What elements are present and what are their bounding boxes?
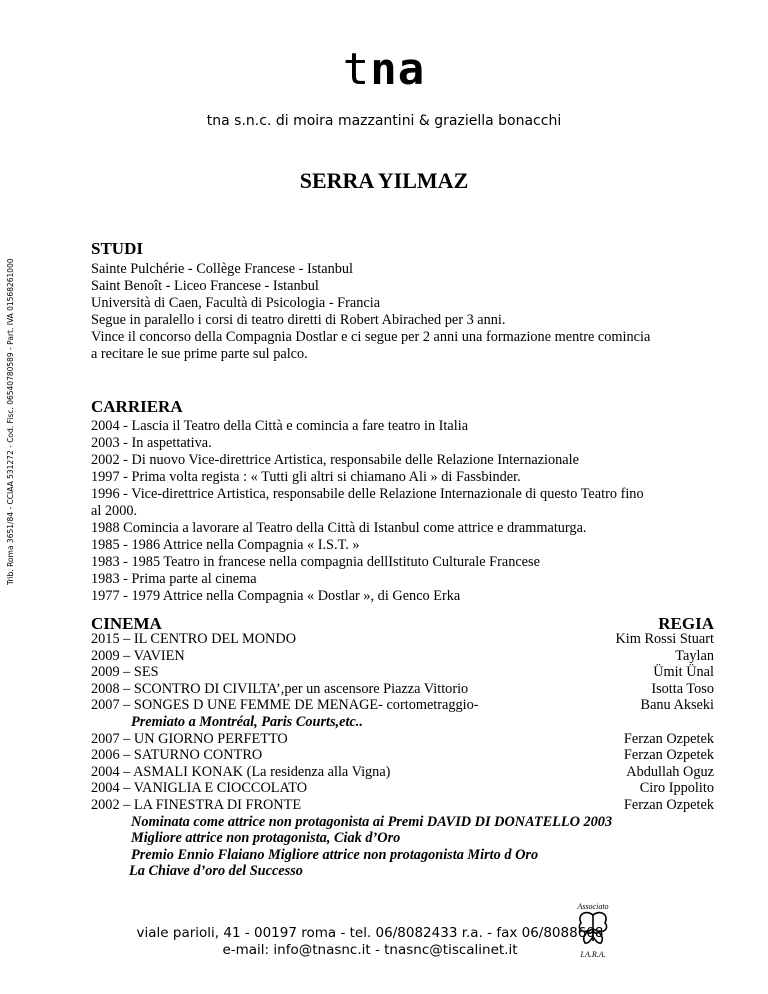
footer-email: e-mail: info@tnasnc.it - tnasnc@tiscalinet.it [222,942,518,958]
carriera-line: 1985 - 1986 Attrice nella Compagnia « I.S.T. » [91,537,360,553]
film-director: Ferzan Ozpetek [623,796,714,813]
butterfly-emblem-icon [575,911,611,945]
film-row [91,731,714,748]
film-title: 2015 – IL CENTRO DEL MONDO [91,631,297,647]
association-name: I.A.R.A. [580,950,606,959]
film-row [91,764,714,781]
film-director: Ciro Ippolito [639,780,714,797]
film-director: Ferzan Ozpetek [623,747,714,764]
film-title: 2006 – SATURNO CONTRO [91,747,263,764]
carriera-line: 1997 - Prima volta regista : « Tutti gli altri si chiamano Ali » di Fassbinder. [91,469,521,485]
film-director: Banu Akseki [640,697,714,714]
film-row [91,681,714,698]
studi-line: a recitare le sue prime parte sul palco. [91,346,308,362]
film-row [91,780,714,797]
film-director: Taylan [675,647,714,664]
carriera-line: 2002 - Di nuovo Vice-direttrice Artistica, responsabile delle Relazione Internazionale [91,452,579,468]
film-director: Abdullah Oguz [626,763,714,780]
page-title: SERRA YILMAZ [299,168,469,193]
carriera-lines [91,418,721,605]
studi-heading: STUDI [91,239,143,258]
carriera-line: 1983 - 1985 Teatro in francese nella compagnia dellIstituto Culturale Francese [91,554,540,570]
film-title: 2007 – SONGES D UNE FEMME DE MENAGE- cortometraggio- [91,697,479,714]
film-row [91,797,714,814]
film-title: 2008 – SCONTRO DI CIVILTA’,per un ascensore Piazza Vittorio [91,680,469,697]
film-title: 2004 – ASMALI KONAK (La residenza alla Vigna) [91,763,391,780]
regia-heading: REGIA [658,614,714,633]
footer-contact [130,925,610,959]
award-line: Premio Ennio Flaiano Migliore attrice non protagonista Mirto d Oro [131,846,539,863]
studi-line: Segue in paralello i corsi di teatro diretti di Robert Abirached per 3 anni. [91,312,506,328]
carriera-line: 1988 Comincia a lavorare al Teatro della Città di Istanbul come attrice e drammaturga. [91,520,587,536]
carriera-line: 2004 - Lascia il Teatro della Città e comincia a fare teatro in Italia [91,418,469,434]
filmography [91,631,714,880]
studi-line: Vince il concorso della Compagnia Dostlar e ci segue per 2 anni una formazione mentre comincia [91,329,651,345]
film-title: 2009 – VAVIEN [91,647,185,664]
film-title: 2002 – LA FINESTRA DI FRONTE [91,796,302,813]
side-registration-text: Trib. Roma 3651/84 - CCIAA 531272 - Cod. Fisc. 06540780589 - Part. IVA 01568261000 [6,258,15,585]
studi-lines [91,261,721,363]
company-name: tna s.n.c. di moira mazzantini & graziella bonacchi [206,113,562,129]
film-director: Isotta Toso [651,680,714,697]
film-title: 2004 – VANIGLIA E CIOCCOLATO [91,780,308,797]
studi-line: Saint Benoît - Liceo Francese - Istanbul [91,278,319,294]
footer-address: viale parioli, 41 - 00197 roma - tel. 06/8082433 r.a. - fax 06/8088608 [136,925,604,941]
award-line: Migliore attrice non protagonista, Ciak d’Oro [131,830,401,847]
film-director: Ümit Ünal [653,664,714,681]
company-logo [0,45,768,95]
carriera-line: 2003 - In aspettativa. [91,435,212,451]
cinema-heading: CINEMA [91,614,162,633]
logo-light: t [342,44,371,95]
award-line: La Chiave d’oro del Successo [129,863,303,880]
carriera-heading: CARRIERA [91,397,183,416]
association-badge [568,902,618,959]
film-row [91,747,714,764]
carriera-line: al 2000. [91,503,138,519]
award-line: Nominata come attrice non protagonista ai Premi DAVID DI DONATELLO 2003 [131,813,613,830]
film-director: Ferzan Ozpetek [623,730,714,747]
studi-line: Università di Caen, Facultà di Psicologia - Francia [91,295,381,311]
film-row [91,648,714,665]
montreal-note: Premiato a Montréal, Paris Courts,etc.. [131,713,363,730]
film-title: 2009 – SES [91,664,159,681]
association-label: Associato [577,902,609,911]
film-row [91,697,714,714]
film-row [91,631,714,648]
film-director: Kim Rossi Stuart [615,631,714,647]
film-title: 2007 – UN GIORNO PERFETTO [91,730,288,747]
logo-bold: na [370,44,426,95]
studi-line: Sainte Pulchérie - Collège Francese - Istanbul [91,261,354,277]
film-row [91,664,714,681]
carriera-line: 1983 - Prima parte al cinema [91,571,257,587]
carriera-line: 1977 - 1979 Attrice nella Compagnia « Dostlar », di Genco Erka [91,588,461,604]
carriera-line: 1996 - Vice-direttrice Artistica, responsabile delle Relazione Internazionale di questo Teatro fino [91,486,644,502]
